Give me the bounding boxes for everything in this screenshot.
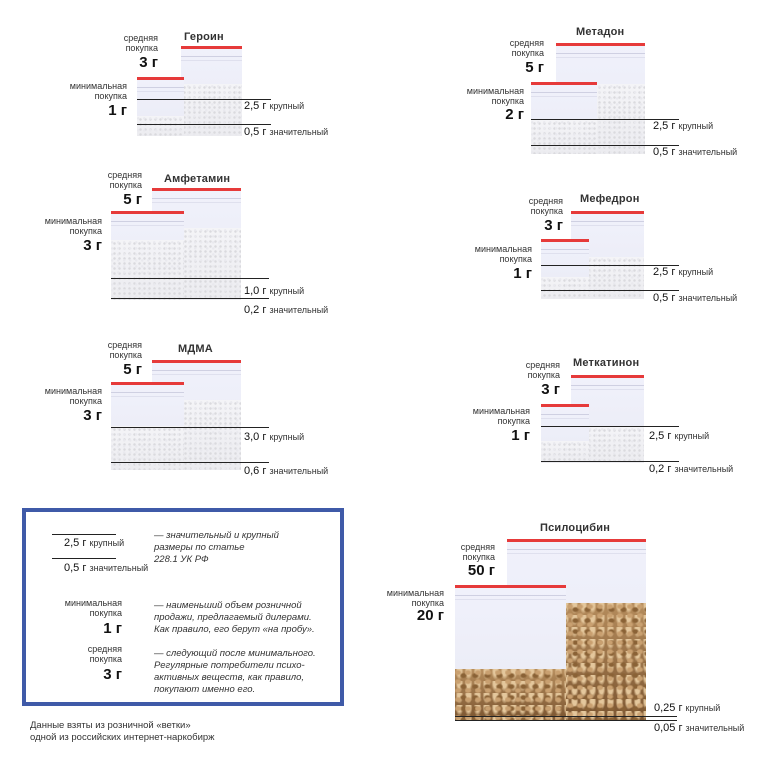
large-size-label: 2,5 г крупный: [244, 100, 305, 112]
legend-avg-value: 3 г: [103, 666, 122, 683]
significant-size-value: 0,5 г: [653, 146, 676, 158]
significant-size-line: [541, 461, 679, 462]
large-size-value: 3,0 г: [244, 431, 267, 443]
min-purchase-label: минимальная покупка: [474, 244, 532, 264]
legend-min-note: — наименьший объем розничной продажи, предлагаемый дилерами. Как правило, его берут «на пробу».: [154, 600, 315, 635]
min-bag: [455, 585, 566, 721]
significant-size-line: [541, 290, 679, 291]
significant-size-label: 0,2 г значительный: [244, 304, 329, 316]
significant-size-value: 0,5 г: [244, 126, 267, 138]
avg-purchase-value: 3 г: [541, 381, 560, 398]
legend-significant-line: [52, 558, 116, 559]
significant-size-label: 0,2 г значительный: [649, 463, 734, 475]
min-bag: [111, 382, 184, 470]
drug-title: Героин: [184, 31, 224, 43]
min-bag: [137, 77, 184, 136]
drug-title: Меткатинон: [573, 357, 640, 369]
drug-title: Метадон: [576, 26, 625, 38]
legend-avg-label: средняя покупка: [87, 644, 122, 664]
avg-purchase-label: средняя покупка: [525, 360, 560, 380]
avg-purchase-label: средняя покупка: [460, 542, 495, 562]
avg-purchase-value: 5 г: [525, 59, 544, 76]
min-purchase-value: 3 г: [83, 407, 102, 424]
drug-title: Амфетамин: [164, 173, 231, 185]
large-size-line: [541, 426, 679, 427]
significant-size-value: 0,2 г: [244, 304, 267, 316]
significant-size-value: 0,05 г: [654, 722, 683, 734]
source-footnote: Данные взяты из розничной «ветки» одной из российских интернет-наркобирж: [30, 720, 215, 743]
large-size-label: 3,0 г крупный: [244, 431, 305, 443]
large-size-label: 1,0 г крупный: [244, 285, 305, 297]
drug-title: МДМА: [178, 343, 213, 355]
large-size-value: 2,5 г: [649, 430, 672, 442]
legend-box: [22, 508, 344, 706]
large-size-label: 2,5 г крупный: [653, 266, 714, 278]
min-purchase-label: минимальная покупка: [472, 406, 530, 426]
significant-size-value: 0,5 г: [653, 292, 676, 304]
drug-title: Псилоцибин: [540, 522, 611, 534]
avg-purchase-value: 3 г: [544, 217, 563, 234]
min-purchase-value: 2 г: [505, 106, 524, 123]
min-purchase-value: 20 г: [416, 607, 444, 624]
significant-size-value: 0,6 г: [244, 465, 267, 477]
min-bag: [541, 404, 589, 463]
legend-avg-note: — следующий после минимального. Регулярные потребители психо- активных веществ, как правило, покупают именно его.: [154, 648, 316, 695]
avg-purchase-label: средняя покупка: [107, 170, 142, 190]
significant-size-line: [137, 124, 271, 125]
avg-purchase-label: средняя покупка: [123, 33, 158, 53]
legend-large-line: [52, 534, 116, 535]
min-purchase-label: минимальная покупка: [69, 81, 127, 101]
large-size-line: [455, 716, 677, 717]
avg-purchase-label: средняя покупка: [528, 196, 563, 216]
min-purchase-value: 3 г: [83, 237, 102, 254]
avg-bag: [181, 46, 242, 136]
significant-size-label: 0,5 г значительный: [244, 126, 329, 138]
avg-purchase-value: 5 г: [123, 191, 142, 208]
legend-significant-label: 0,5 г значительный: [64, 562, 149, 574]
legend-large-label: 2,5 г крупный: [64, 537, 125, 549]
min-purchase-value: 1 г: [511, 427, 530, 444]
min-bag: [111, 211, 184, 300]
min-purchase-value: 1 г: [513, 265, 532, 282]
avg-purchase-value: 3 г: [139, 54, 158, 71]
min-purchase-label: минимальная покупка: [386, 588, 444, 608]
large-size-label: 2,5 г крупный: [653, 120, 714, 132]
significant-size-label: 0,5 г значительный: [653, 146, 738, 158]
min-purchase-label: минимальная покупка: [44, 386, 102, 406]
avg-purchase-label: средняя покупка: [107, 340, 142, 360]
significant-size-value: 0,2 г: [649, 463, 672, 475]
large-size-value: 2,5 г: [653, 120, 676, 132]
legend-sizes-note: — значительный и крупный размеры по статье 228.1 УК РФ: [154, 530, 279, 565]
legend-min-value: 1 г: [103, 620, 122, 637]
significant-size-label: 0,6 г значительный: [244, 465, 329, 477]
min-bag: [531, 82, 597, 154]
min-purchase-value: 1 г: [108, 102, 127, 119]
significant-size-label: 0,5 г значительный: [653, 292, 738, 304]
avg-purchase-value: 50 г: [467, 562, 495, 579]
large-size-label: 0,25 г крупный: [654, 702, 721, 714]
min-purchase-label: минимальная покупка: [466, 86, 524, 106]
large-size-label: 2,5 г крупный: [649, 430, 710, 442]
large-size-value: 0,25 г: [654, 702, 683, 714]
significant-size-line: [111, 298, 269, 299]
legend-min-label: минимальная покупка: [64, 598, 122, 618]
avg-purchase-value: 5 г: [123, 361, 142, 378]
large-size-value: 2,5 г: [653, 266, 676, 278]
avg-purchase-label: средняя покупка: [509, 38, 544, 58]
drug-title: Мефедрон: [580, 193, 640, 205]
large-size-line: [111, 427, 269, 428]
min-purchase-label: минимальная покупка: [44, 216, 102, 236]
large-size-value: 2,5 г: [244, 100, 267, 112]
large-size-value: 1,0 г: [244, 285, 267, 297]
large-size-line: [111, 278, 269, 279]
significant-size-line: [111, 462, 269, 463]
significant-size-label: 0,05 г значительный: [654, 722, 745, 734]
significant-size-line: [455, 720, 677, 721]
